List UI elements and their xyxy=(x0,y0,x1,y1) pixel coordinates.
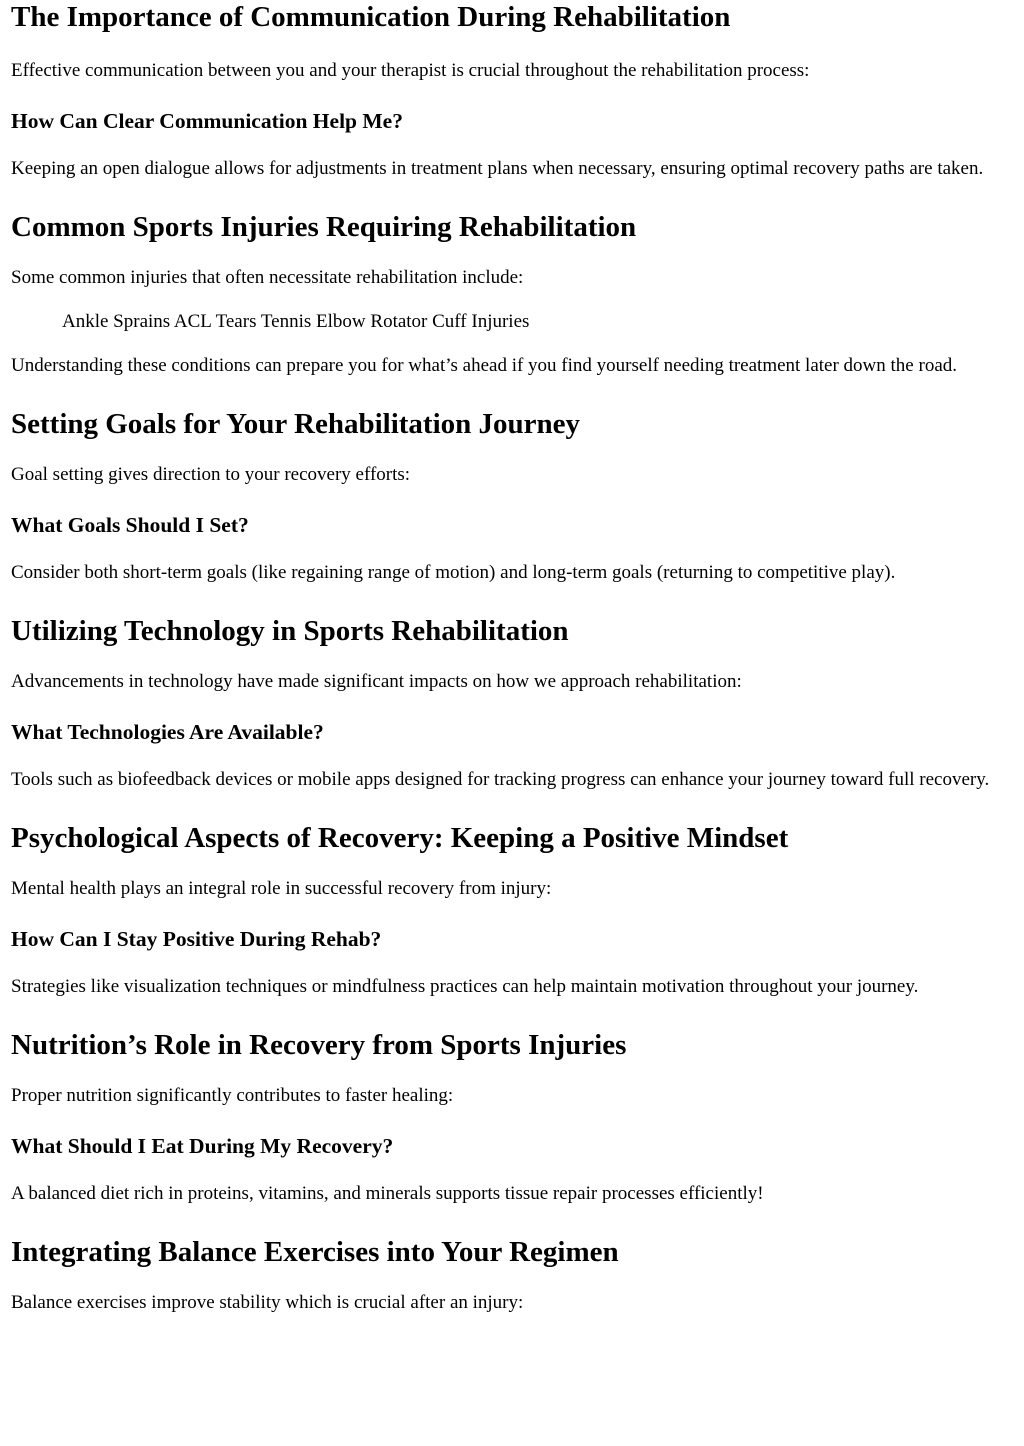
list-item: Ankle Sprains xyxy=(62,311,171,332)
section-intro-injuries: Some common injuries that often necessitate rehabilitation include: xyxy=(11,267,524,288)
section-intro-communication: Effective communication between you and your therapist is crucial throughout the rehabilitation process: xyxy=(11,60,810,81)
section-heading-balance: Integrating Balance Exercises into Your Regimen xyxy=(11,1236,619,1268)
section-intro-technology: Advancements in technology have made significant impacts on how we approach rehabilitation: xyxy=(11,671,742,692)
section-body-technology: Tools such as biofeedback devices or mobile apps designed for tracking progress can enhance your journey toward full recovery. xyxy=(11,769,990,790)
section-intro-psychology: Mental health plays an integral role in successful recovery from injury: xyxy=(11,878,552,899)
section-body-communication: Keeping an open dialogue allows for adjustments in treatment plans when necessary, ensuring optimal recovery paths are taken. xyxy=(11,158,984,179)
section-heading-technology: Utilizing Technology in Sports Rehabilitation xyxy=(11,615,569,647)
section-intro-balance: Balance exercises improve stability which is crucial after an injury: xyxy=(11,1292,524,1313)
list-item: Rotator Cuff Injuries xyxy=(370,311,530,332)
section-body-nutrition: A balanced diet rich in proteins, vitamins, and minerals supports tissue repair processes efficiently! xyxy=(11,1183,764,1204)
subheading-communication: How Can Clear Communication Help Me? xyxy=(11,109,403,133)
list-item: ACL Tears xyxy=(173,311,257,332)
section-heading-goals: Setting Goals for Your Rehabilitation Journey xyxy=(11,408,581,440)
section-heading-psychology: Psychological Aspects of Recovery: Keeping a Positive Mindset xyxy=(11,822,789,854)
subheading-nutrition: What Should I Eat During My Recovery? xyxy=(11,1134,394,1158)
subheading-goals: What Goals Should I Set? xyxy=(11,513,249,537)
section-intro-goals: Goal setting gives direction to your recovery efforts: xyxy=(11,464,411,485)
subheading-technology: What Technologies Are Available? xyxy=(11,720,324,744)
subheading-psychology: How Can I Stay Positive During Rehab? xyxy=(11,927,382,951)
section-body-injuries: Understanding these conditions can prepare you for what’s ahead if you find yourself needing treatment later down the road. xyxy=(11,355,958,376)
section-heading-nutrition: Nutrition’s Role in Recovery from Sports Injuries xyxy=(11,1029,627,1061)
section-heading-communication: The Importance of Communication During Rehabilitation xyxy=(11,1,731,33)
section-intro-nutrition: Proper nutrition significantly contributes to faster healing: xyxy=(11,1085,454,1106)
injury-list xyxy=(11,310,1013,333)
section-body-psychology: Strategies like visualization techniques or mindfulness practices can help maintain motivation throughout your journey. xyxy=(11,976,919,997)
list-item: Tennis Elbow xyxy=(260,311,366,332)
section-heading-injuries: Common Sports Injuries Requiring Rehabilitation xyxy=(11,211,637,243)
section-body-goals: Consider both short-term goals (like regaining range of motion) and long-term goals (returning to competitive play). xyxy=(11,562,896,583)
